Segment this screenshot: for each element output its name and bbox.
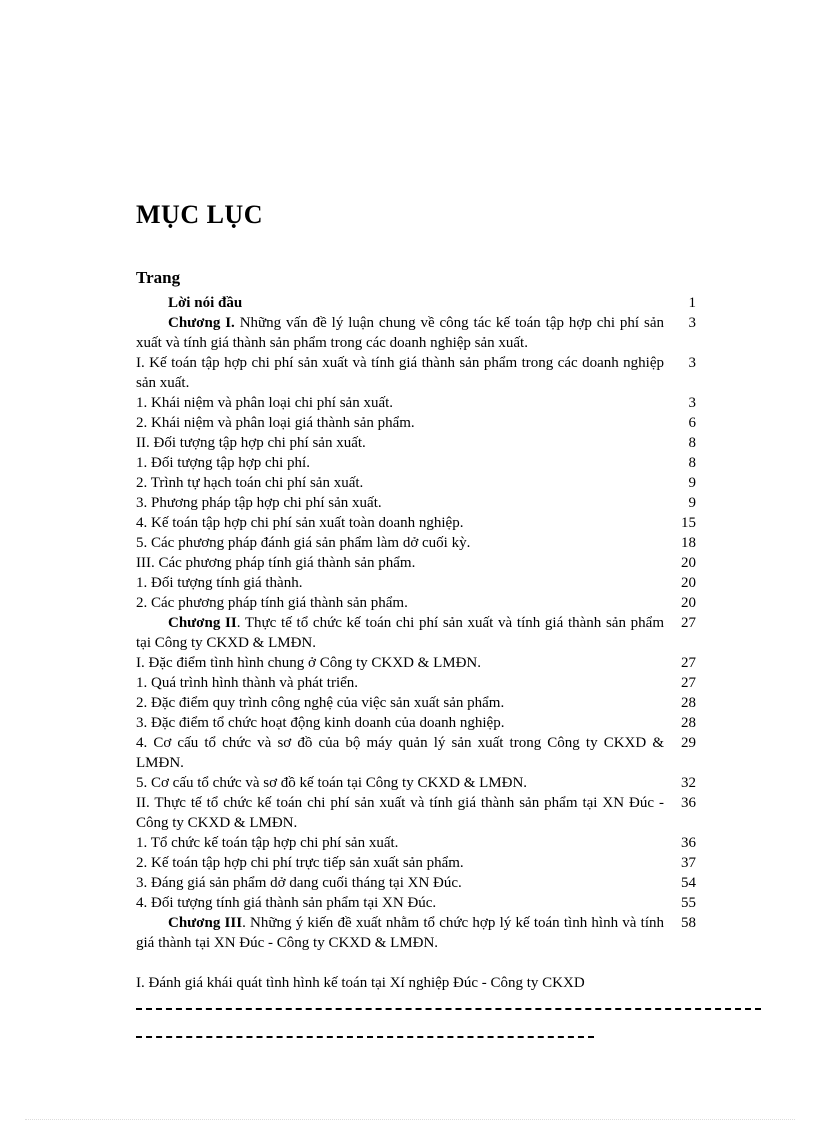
toc-entry xyxy=(136,413,696,433)
toc-entry-title: 2. Trình tự hạch toán chi phí sản xuất. xyxy=(136,475,364,491)
toc-entry-text xyxy=(136,553,664,573)
toc-entry-title: 4. Cơ cấu tổ chức và sơ đồ của bộ máy quản lý sản xuất trong Công ty CKXD & LMĐN. xyxy=(136,735,664,771)
toc-entry-text xyxy=(136,313,664,353)
toc-entry-title: I. Đặc điểm tình hình chung ở Công ty CKXD & LMĐN. xyxy=(136,655,481,671)
toc-page-number: 27 xyxy=(681,675,696,691)
toc-entry-title: Những vấn đề lý luận chung về công tác kế toán tập hợp chi phí sản xuất và tính giá thành sản phẩm trong các doanh nghiệp sản xuất. xyxy=(136,315,664,351)
toc-entry-text xyxy=(136,793,664,833)
toc-entry-lead: Chương II xyxy=(168,615,237,631)
toc-entry-title: . Thực tế tổ chức kế toán chi phí sản xuất và tính giá thành sản phẩm tại Công ty CKXD & LMĐN. xyxy=(136,615,664,651)
toc-entry-title: 2. Kế toán tập hợp chi phí trực tiếp sản xuất sản phẩm. xyxy=(136,855,464,871)
toc-page-number: 8 xyxy=(688,455,696,471)
toc-entry xyxy=(136,393,696,413)
toc-entry-title: 1. Đối tượng tính giá thành. xyxy=(136,575,303,591)
toc-entry-title: 1. Quá trình hình thành và phát triển. xyxy=(136,675,359,691)
trailing-toc-line: I. Đánh giá khái quát tình hình kế toán tại Xí nghiệp Đúc - Công ty CKXD xyxy=(136,975,585,991)
toc-entry xyxy=(136,693,696,713)
toc-entry xyxy=(136,653,696,673)
toc-entry xyxy=(136,313,696,353)
toc-page-number: 20 xyxy=(681,575,696,591)
toc-page-number: 54 xyxy=(681,875,696,891)
toc-entry xyxy=(136,613,696,653)
toc-entry-title: 4. Kế toán tập hợp chi phí sản xuất toàn doanh nghiệp. xyxy=(136,515,464,531)
toc-page-number: 3 xyxy=(688,355,696,371)
toc-page-number: 15 xyxy=(681,515,696,531)
toc-entry xyxy=(136,573,696,593)
toc-page-number: 58 xyxy=(681,915,696,931)
toc-entry-text xyxy=(136,433,664,453)
toc-entry-text xyxy=(136,733,664,773)
toc-entry-text xyxy=(136,653,664,673)
toc-entry xyxy=(136,873,696,893)
toc-entry-title: 3. Phương pháp tập hợp chi phí sản xuất. xyxy=(136,495,382,511)
toc-page-number: 3 xyxy=(688,395,696,411)
toc-entry-title: 3. Đáng giá sản phẩm dở dang cuối tháng tại XN Đúc. xyxy=(136,875,462,891)
toc-entry-text xyxy=(136,773,664,793)
toc-entry-lead: Lời nói đầu xyxy=(168,295,243,311)
table-of-contents xyxy=(136,293,696,953)
toc-entry-lead: Chương III xyxy=(168,915,243,931)
toc-entry-text xyxy=(136,613,664,653)
toc-entry-text xyxy=(136,853,664,873)
toc-entry-text xyxy=(136,473,664,493)
toc-entry xyxy=(136,453,696,473)
dashed-divider xyxy=(136,1008,761,1010)
toc-entry-text xyxy=(136,693,664,713)
toc-page-number: 36 xyxy=(681,835,696,851)
toc-entry xyxy=(136,593,696,613)
toc-page-number: 20 xyxy=(681,555,696,571)
toc-entry-title: 5. Các phương pháp đánh giá sản phẩm làm dở cuối kỳ. xyxy=(136,535,471,551)
toc-entry-title: . Những ý kiến đề xuất nhằm tổ chức hợp lý kế toán tình hình và tính giá thành tại XN Đúc - Công ty CKXD & LMĐN. xyxy=(136,915,664,951)
toc-entry-title: 1. Tổ chức kế toán tập hợp chi phí sản xuất. xyxy=(136,835,399,851)
toc-entry-title: II. Thực tế tổ chức kế toán chi phí sản xuất và tính giá thành sản phẩm tại XN Đúc - Công ty CKXD & LMĐN. xyxy=(136,795,664,831)
toc-page-number: 32 xyxy=(681,775,696,791)
toc-entry-text xyxy=(136,493,664,513)
toc-entry-title: 2. Đặc điểm quy trình công nghệ của việc sản xuất sản phẩm. xyxy=(136,695,505,711)
toc-entry-title: 2. Các phương pháp tính giá thành sản phẩm. xyxy=(136,595,408,611)
toc-page-number: 20 xyxy=(681,595,696,611)
toc-page-number: 8 xyxy=(688,435,696,451)
toc-entry-text xyxy=(136,393,664,413)
toc-entry xyxy=(136,353,696,393)
toc-page-number: 27 xyxy=(681,615,696,631)
toc-entry-title: 2. Khái niệm và phân loại giá thành sản phẩm. xyxy=(136,415,415,431)
toc-page-number: 28 xyxy=(681,695,696,711)
toc-entry-text xyxy=(136,573,664,593)
toc-entry-text xyxy=(136,833,664,853)
page-title: MỤC LỤC xyxy=(136,200,263,229)
toc-entry xyxy=(136,293,696,313)
toc-entry-text xyxy=(136,893,664,913)
page-column-label: Trang xyxy=(136,268,181,287)
toc-entry xyxy=(136,713,696,733)
toc-entry-title: II. Đối tượng tập hợp chi phí sản xuất. xyxy=(136,435,366,451)
toc-page-number: 55 xyxy=(681,895,696,911)
dashed-divider xyxy=(136,1036,594,1038)
toc-entry-text xyxy=(136,513,664,533)
toc-page-number: 9 xyxy=(688,495,696,511)
toc-entry xyxy=(136,533,696,553)
toc-entry-text xyxy=(136,533,664,553)
toc-entry xyxy=(136,913,696,953)
toc-entry-title: 1. Đối tượng tập hợp chi phí. xyxy=(136,455,310,471)
toc-entry xyxy=(136,513,696,533)
toc-entry xyxy=(136,833,696,853)
toc-page-number: 36 xyxy=(681,795,696,811)
toc-entry-text xyxy=(136,293,664,313)
toc-page-number: 27 xyxy=(681,655,696,671)
toc-entry-text xyxy=(136,353,664,393)
toc-page-number: 28 xyxy=(681,715,696,731)
toc-entry-text xyxy=(136,413,664,433)
toc-entry xyxy=(136,493,696,513)
toc-page-number: 6 xyxy=(688,415,696,431)
toc-entry-text xyxy=(136,713,664,733)
toc-page-number: 29 xyxy=(681,735,696,751)
toc-entry-title: 3. Đặc điểm tổ chức hoạt động kinh doanh của doanh nghiệp. xyxy=(136,715,505,731)
toc-page-number: 18 xyxy=(681,535,696,551)
toc-entry-title: 5. Cơ cấu tổ chức và sơ đồ kế toán tại Công ty CKXD & LMĐN. xyxy=(136,775,528,791)
toc-entry-text xyxy=(136,873,664,893)
toc-entry xyxy=(136,893,696,913)
toc-entry xyxy=(136,473,696,493)
toc-entry-title: I. Kế toán tập hợp chi phí sản xuất và tính giá thành sản phẩm trong các doanh nghiệp sản xuất. xyxy=(136,355,664,391)
toc-entry xyxy=(136,433,696,453)
toc-entry xyxy=(136,673,696,693)
toc-entry-text xyxy=(136,453,664,473)
toc-entry xyxy=(136,773,696,793)
toc-entry-text xyxy=(136,673,664,693)
toc-entry-title: 1. Khái niệm và phân loại chi phí sản xuất. xyxy=(136,395,394,411)
toc-page-number: 3 xyxy=(688,315,696,331)
toc-entry-title: III. Các phương pháp tính giá thành sản phẩm. xyxy=(136,555,416,571)
toc-entry xyxy=(136,553,696,573)
toc-entry xyxy=(136,853,696,873)
page-footer-rule xyxy=(25,1119,795,1120)
toc-entry-text xyxy=(136,593,664,613)
toc-page-number: 37 xyxy=(681,855,696,871)
toc-page-number: 1 xyxy=(688,295,696,311)
toc-entry-title: 4. Đối tượng tính giá thành sản phẩm tại XN Đúc. xyxy=(136,895,437,911)
toc-entry xyxy=(136,733,696,773)
toc-entry-lead: Chương I. xyxy=(168,315,235,331)
toc-page-number: 9 xyxy=(688,475,696,491)
toc-entry xyxy=(136,793,696,833)
toc-entry-text xyxy=(136,913,664,953)
